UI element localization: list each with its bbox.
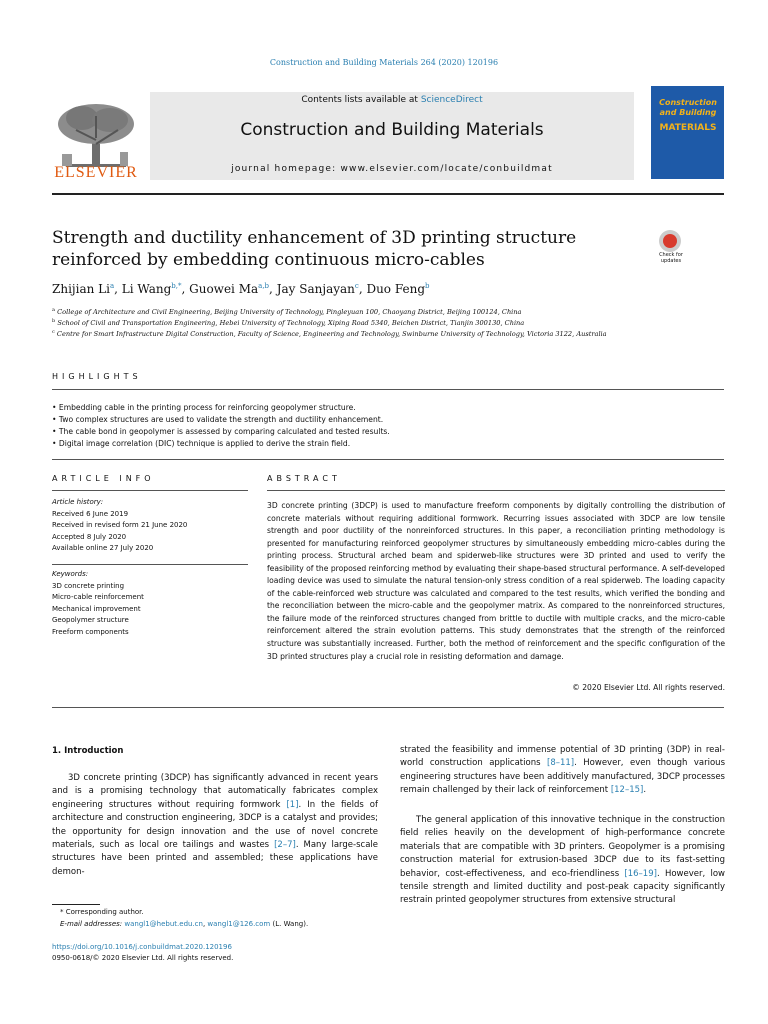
- cover-subtitle: MATERIALS: [659, 123, 717, 133]
- abstract-heading: ABSTRACT: [267, 474, 341, 483]
- keywords-divider: [52, 564, 248, 565]
- article-info-divider: [52, 490, 248, 491]
- corresponding-author-note: * Corresponding author.: [60, 908, 144, 916]
- intro-paragraph: The general application of this innovative technique in the construction field relies heavily on the development of high-performance concrete materials that are compatible with 3D printers. Geopolymer is a promising construction material for extrusion-based 3DCP due to its fast-setting behavior, cost-effectiveness, and eco-friendliness [16–19]. However, low tensile strength and limited ductility and post-peak capacity significantly restrain printed geopolymer structures from extensive structural: [400, 815, 725, 906]
- history-label: Article history:: [52, 498, 104, 506]
- sciencedirect-link[interactable]: ScienceDirect: [420, 95, 483, 105]
- affiliation: $^b$ School of Civil and Transportation Engineering, Hebei University of Technology, Xiping Road 5340, Beichen District, Tianjin 300130, China: [52, 318, 525, 328]
- highlight-item: • Digital image correlation (DIC) technique is applied to derive the strain field.: [52, 439, 351, 448]
- email-link[interactable]: wangl1@hebut.edu.cn: [124, 920, 203, 928]
- contents-prefix: Contents lists available at: [301, 95, 421, 105]
- author-name: Li Wang: [121, 282, 172, 296]
- abstract-text: 3D concrete printing (3DCP) is used to manufacture freeform components by digitally controlling the distribution of concrete materials without requiring additional formwork. Recurring issues associated with 3DCP are low tensile strength and poor ductility of the nonreinforced structures. In this paper, a reconciliation printing methodology is presented for manufacturing reinforced geopolymer structures by simultaneously embedding micro-cables during the printing process. Structural arched beam and spiderweb-like structures were 3D printed and used to verify the feasibility of the proposed reinforcing method by evaluating their shape-based structural performance. A self-developed loading device was used to simulate the natural tension-only stress condition of a real spiderweb. The loading capacity of the cable-reinforced web structure was calculated and compared to the test results, which verified the bonding and the reconciliation between the micro-cable and the geopolymer matrix. As compared to the nonreinforced structures, the failure mode of the reinforced structures changed from brittle to ductile with multiple cracks, and the micro-cable reinforcement altered the strain evolution patterns. This study demonstrates that the strength of the reinforced structure was substantially increased. Further, both the method of reinforcement and the specific configuration of the 3D printed structures play a crucial role in resisting deformation and damage.: [267, 501, 725, 661]
- email-link[interactable]: wangl1@126.com: [207, 920, 271, 928]
- revised-date: Received in revised form 21 June 2020: [52, 521, 188, 529]
- online-date: Available online 27 July 2020: [52, 544, 154, 552]
- footnote-divider: [52, 904, 100, 905]
- check-updates-icon: [659, 230, 681, 252]
- keyword: Geopolymer structure: [52, 616, 129, 624]
- author-affil-mark[interactable]: a: [109, 282, 115, 290]
- citation-link[interactable]: [16–19]: [624, 868, 657, 879]
- citation-link[interactable]: [2–7]: [274, 840, 296, 851]
- header-divider: [52, 193, 724, 195]
- author-affil-mark[interactable]: b,*: [171, 282, 182, 290]
- section-heading-introduction: 1. Introduction: [52, 746, 124, 756]
- issn-copyright: 0950-0618/© 2020 Elsevier Ltd. All rights reserved.: [52, 954, 234, 962]
- author-name: Zhijian Li: [52, 282, 110, 296]
- intro-paragraph: 3D concrete printing (3DCP) has significantly advanced in recent years and is a promising technology that automatically fabricates complex engineering structures without requiring formwork [1]. In the fields of architecture and construction engineering, 3DCP is a catalyst and provides; the opportunity for design innovation and the use of novel concrete materials, such as local ore tailings and wastes [2–7]. Many large-scale structures have been printed and assembled; these applications have demon-: [52, 773, 378, 877]
- affiliation: $^a$ College of Architecture and Civil Engineering, Beijing University of Technology, Pingleyuan 100, Chaoyang District, Beijing 100124, China: [52, 307, 522, 317]
- keyword: Micro-cable reinforcement: [52, 593, 144, 601]
- highlight-item: • Embedding cable in the printing process for reinforcing geopolymer structure.: [52, 403, 356, 412]
- citation-link[interactable]: [1]: [286, 799, 299, 810]
- affiliation: $^c$ Centre for Smart Infrastructure Digital Construction, Faculty of Science, Engineering and Technology, Swinburne University of Technology, Victoria 3122, Australia: [52, 329, 607, 339]
- author-name: Jay Sanjayan: [276, 282, 355, 296]
- article-info-heading: ARTICLE INFO: [52, 474, 155, 483]
- citation-link[interactable]: [8–11]: [547, 758, 575, 769]
- author-list: Zhijian Li$^a$, Li Wang$^{b,*}$, Guowei Ma$^{a,b}$, Jay Sanjayan$^c$, Duo Feng$^b$: [52, 282, 430, 296]
- author-name: Duo Feng: [366, 282, 426, 296]
- keywords-label: Keywords:: [52, 570, 89, 578]
- abstract-copyright: © 2020 Elsevier Ltd. All rights reserved.: [572, 683, 725, 692]
- abstract-bottom-divider: [52, 707, 724, 708]
- highlights-divider: [52, 389, 724, 390]
- author-affil-mark[interactable]: b: [425, 282, 430, 290]
- doi-link[interactable]: https://doi.org/10.1016/j.conbuildmat.2020.120196: [52, 943, 232, 951]
- keyword: 3D concrete printing: [52, 581, 125, 590]
- journal-reference[interactable]: Construction and Building Materials 264 (2020) 120196: [269, 58, 499, 67]
- cover-title: Construction and Building: [659, 98, 717, 117]
- intro-paragraph-continued: strated the feasibility and immense potential of 3D printing (3DP) in real-world construction applications [8–11]. However, even though various engineering structures have been additively manufactured, 3DCP processes remain challenged by their lack of reinforcement [12–15].: [400, 745, 725, 796]
- highlight-item: • The cable bond in geopolymer is assessed by comparing calculated and tested results.: [52, 427, 390, 436]
- journal-title: Construction and Building Materials: [240, 120, 544, 140]
- highlight-item: • Two complex structures are used to validate the strength and ductility enhancement.: [52, 415, 384, 424]
- citation-link[interactable]: [12–15]: [610, 785, 644, 796]
- badge-label: Check for updates: [659, 252, 683, 264]
- journal-homepage[interactable]: journal homepage: www.elsevier.com/locate/conbuildmat: [231, 164, 553, 174]
- accepted-date: Accepted 8 July 2020: [52, 532, 127, 541]
- keyword: Mechanical improvement: [52, 604, 141, 613]
- highlights-heading: HIGHLIGHTS: [52, 372, 142, 381]
- author-affil-mark[interactable]: a,b: [258, 282, 270, 290]
- email-line: E-mail addresses: wangl1@hebut.edu.cn, wangl1@126.com (L. Wang).: [60, 920, 309, 928]
- keyword: Freeform components: [52, 627, 129, 636]
- received-date: Received 6 June 2019: [52, 509, 129, 518]
- publisher-name: ELSEVIER: [54, 164, 138, 181]
- author-affil-mark[interactable]: c: [354, 282, 359, 290]
- article-history: [52, 497, 248, 555]
- contents-line: [150, 95, 634, 105]
- check-for-updates-badge[interactable]: [651, 230, 691, 268]
- abstract-divider: [267, 490, 725, 491]
- article-title: Strength and ductility enhancement of 3D printing structure reinforced by embedding continuous micro-cables: [52, 228, 577, 270]
- highlights-bottom-divider: [52, 459, 724, 460]
- journal-banner: [150, 92, 634, 180]
- author-name: Guowei Ma: [189, 282, 259, 296]
- keywords-block: [52, 569, 248, 638]
- journal-cover-image: [651, 86, 724, 179]
- highlights-list: [52, 402, 712, 450]
